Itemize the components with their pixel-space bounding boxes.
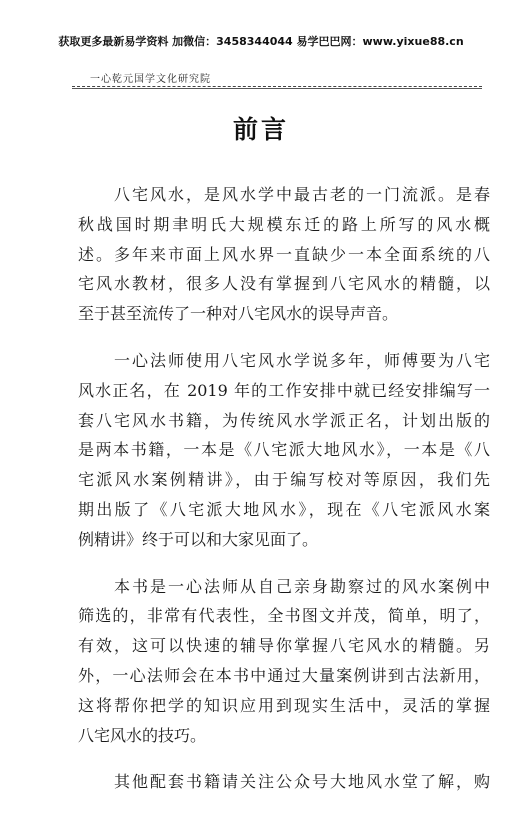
- text-line: 有效，这可以快速的辅导你掌握八宅风水的精髓。另: [78, 636, 490, 656]
- text-line: 八宅风水，是风水学中最古老的一门流派。是春: [78, 185, 490, 204]
- text-line: 期出版了《八宅派大地风水》，现在《八宅派风水案: [78, 499, 490, 519]
- paragraph-1: [78, 180, 490, 329]
- running-header: 一心乾元国学文化研究院: [90, 74, 211, 85]
- text-line: 套八宅风水书籍，为传统风水学派正名，计划出版的: [78, 410, 490, 430]
- text-line: 例精讲》终于可以和大家见面了。: [78, 529, 319, 549]
- paragraph-3: [78, 572, 490, 751]
- paragraph-2: [78, 346, 490, 555]
- page-title: 前言: [232, 115, 289, 144]
- text-line: 秋战国时期聿明氏大规模东迁的路上所写的风水概: [78, 214, 490, 234]
- text-line: 一心法师使用八宅风水学说多年，师傅要为八宅: [78, 350, 490, 370]
- text-line: 筛选的，非常有代表性，全书图文并茂，简单，明了，: [78, 606, 490, 626]
- header-rule-dashed: [72, 86, 482, 87]
- text-line: 宅风水教材，很多人没有掌握到八宅风水的精髓，以: [78, 274, 490, 294]
- text-line: 这将帮你把学的知识应用到现实生活中，灵活的掌握: [78, 695, 490, 715]
- text-line: 其他配套书籍请关注公众号大地风水堂了解，购: [78, 772, 490, 792]
- text-line: 外，一心法师会在本书中通过大量案例讲到古法新用，: [78, 665, 490, 685]
- text-line: 本书是一心法师从自己亲身勘察过的风水案例中: [78, 576, 490, 596]
- text-line: 是两本书籍，一本是《八宅派大地风水》，一本是《八: [78, 440, 490, 460]
- text-line: 八宅风水的技巧。: [78, 725, 207, 745]
- header-rule-solid: [72, 88, 482, 89]
- top-banner: 获取更多最新易学资料 加微信：3458344044 易学巴巴网：www.yixue88.cn: [58, 35, 464, 48]
- text-line: 风水正名，在 2019 年的工作安排中就已经安排编写一: [78, 380, 490, 400]
- paragraph-4: [78, 767, 490, 797]
- text-line: 述。多年来市面上风水界一直缺少一本全面系统的八: [78, 244, 490, 264]
- body-text: [78, 180, 490, 814]
- text-line: 至于甚至流传了一种对八宅风水的误导声音。: [78, 304, 399, 324]
- text-line: 宅派风水案例精讲》，由于编写校对等原因，我们先: [78, 470, 490, 490]
